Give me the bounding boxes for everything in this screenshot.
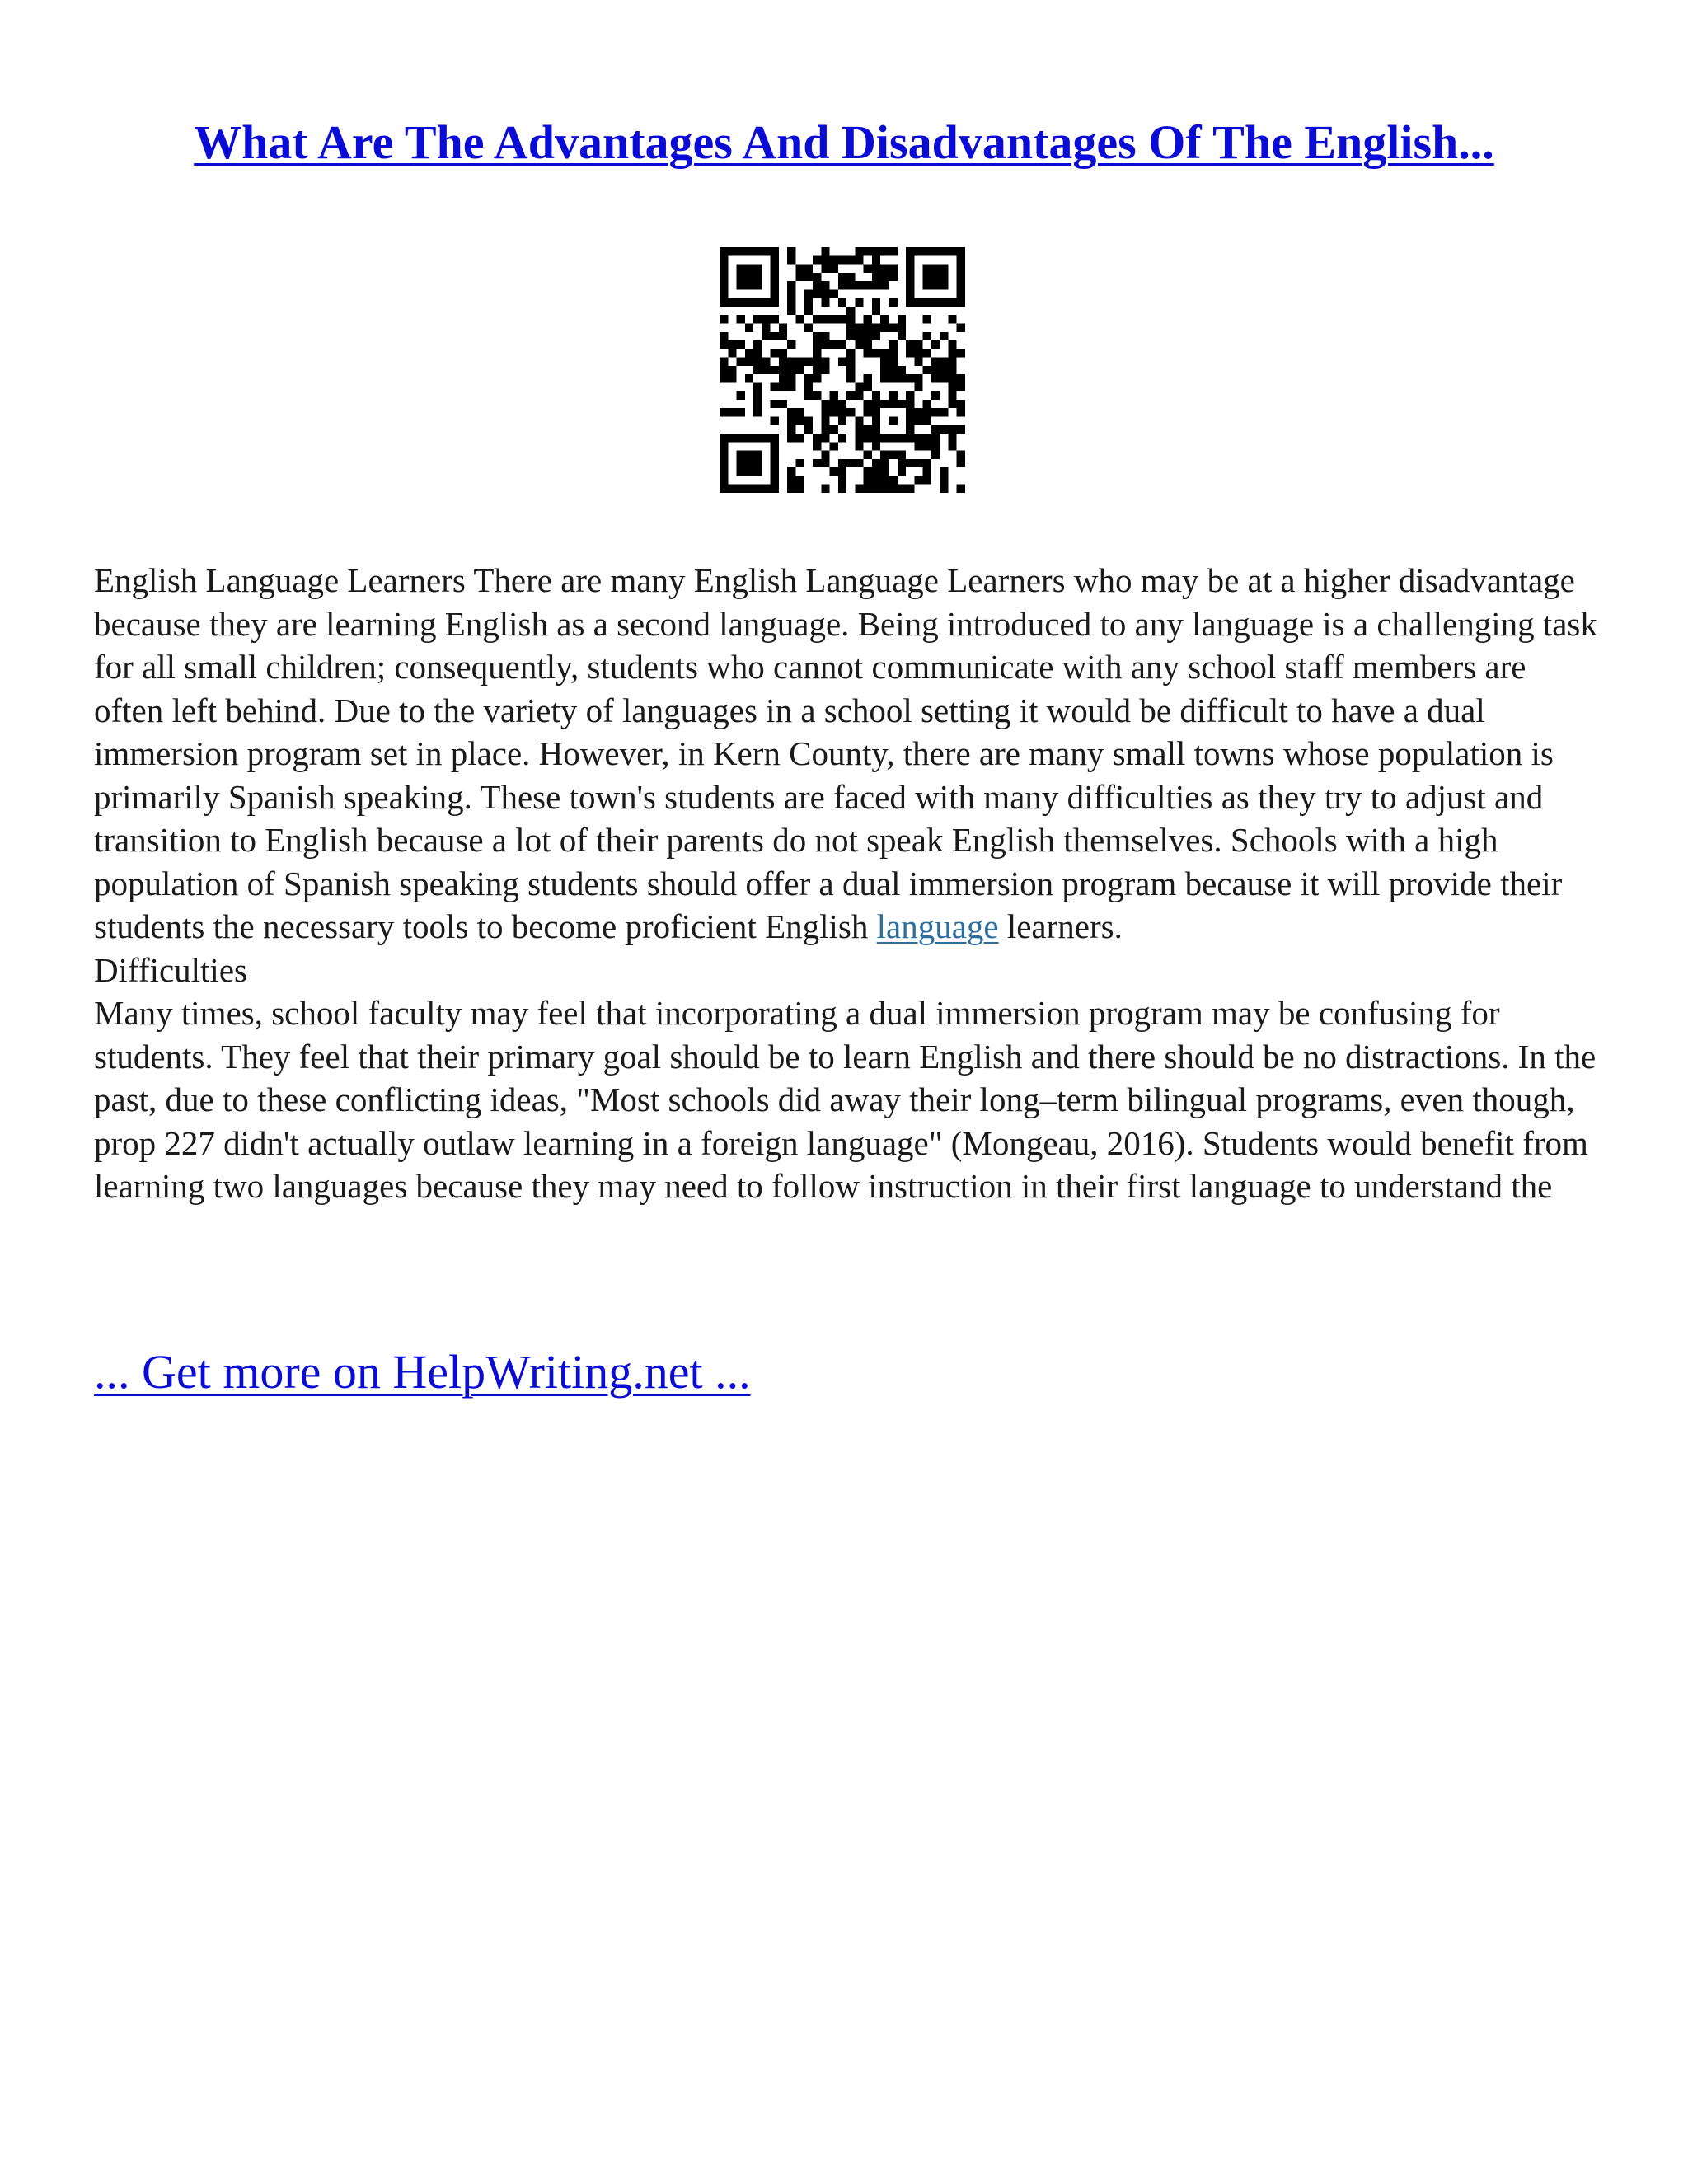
language-link[interactable]: language <box>876 907 999 945</box>
page-title-link[interactable]: What Are The Advantages And Disadvantages Of The English... <box>194 115 1494 169</box>
heading-difficulties: Difficulties <box>94 950 247 989</box>
paragraph-difficulties: Many times, school faculty may feel that incorporating a dual immersion program may be confusing for students. They feel that their primary goal should be to learn English and there should be no distractions. In the past, due to these conflicting ideas, "Most schools did away their long–term bilingual programs, even though, prop 227 didn't actually outlaw learning in a foreign language" (Mongeau, 2016). Students would benefit from learning two languages because they may need to follow instruction in their first language to understand the <box>94 994 1597 1205</box>
paragraph-intro <box>94 559 1602 949</box>
paragraph-intro-tail: learners. <box>998 907 1123 945</box>
qr-code-icon <box>720 247 965 493</box>
article-body <box>94 559 1602 1208</box>
get-more-link[interactable]: ... Get more on HelpWriting.net ... <box>94 1345 751 1399</box>
paragraph-intro-text: English Language Learners There are many English Language Learners who may be at a higher disadvantage because they are learning English as a second language. Being introduced to any language is a challenging task for all small children; consequently, students who cannot communicate with any school staff members are often left behind. Due to the variety of languages in a school setting it would be difficult to have a dual immersion program set in place. However, in Kern County, there are many small towns whose population is primarily Spanish speaking. These town's students are faced with many difficulties as they try to adjust and transition to English because a lot of their parents do not speak English themselves. Schools with a high population of Spanish speaking students should offer a dual immersion program because it will provide their students the necessary tools to become proficient English <box>94 561 1597 945</box>
